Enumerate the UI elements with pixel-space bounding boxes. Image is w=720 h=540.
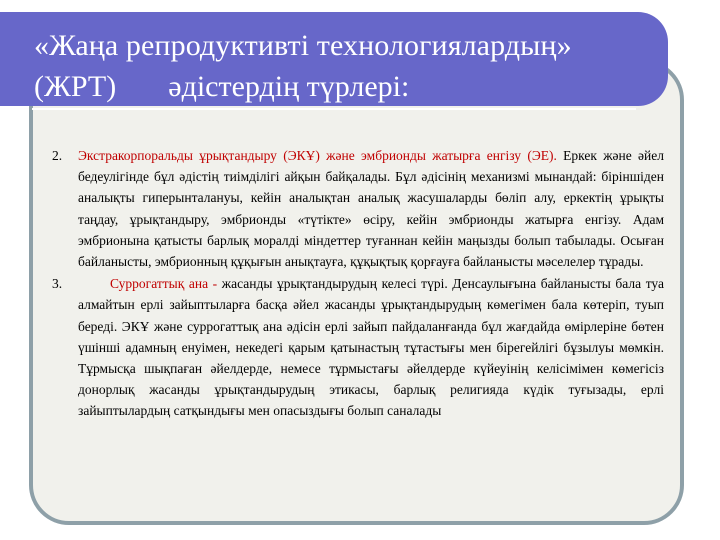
list-item-ivf [52, 145, 664, 272]
slide-title-line1: «Жаңа репродуктивті технологиялардың» [34, 29, 572, 62]
term-surrogacy: Суррогаттық ана - [110, 276, 218, 292]
term-ivf: Экстракорпоральды ұрықтандыру (ЭКҰ) және эмбрионды жатырға енгізу (ЭЕ). [78, 148, 557, 163]
list-item-surrogacy [52, 273, 664, 421]
slide-body [52, 145, 664, 422]
list-item-number: 3. [52, 276, 63, 292]
list-item-text [78, 273, 664, 421]
title-abbreviation: (ЖРТ) [34, 70, 117, 103]
description-ivf: Еркек және әйел бедеулігінде бұл әдістің тиімділігі айқын байқалады. Бұл әдісінің механизмі мынандай: біріншіден аналықты гиперынталануы, кейін аналықтан аналық жасушаларды бөліп алу, еркектің ұрықты таңдау, ұрықтандыру, эмбрионды «түтікте» өсіру, кейін эмбрионды жатырға енгізу. Адам эмбрионына қатысты барлық моралді міндеттер туғаннан кейін маңызды болып табылады. Осыған байланысты, эмбрионның құқығын анықтауға, құқықтық қорғауға байланысты мәселелер тұрады. [78, 148, 664, 270]
list-item-text [78, 145, 664, 272]
list-item-number: 2. [52, 148, 63, 163]
description-surrogacy: жасанды ұрықтандырудың келесі түрі. Денсаулығына байланысты бала туа алмайтын ерлі зайыптыларға басқа әйел жасанды ұрықтандырудың көмегімен бала көтеріп, туып береді. ЭКҰ және суррогаттық ана әдісін ерлі зайып пайдаланғанда бұл жағдайда өмірлеріне бөтен үшінші адамның енуімен, некедегі қарым қатынастың тұтастығы мен бірегейлігі бұзылуы мөмкін. Тұрмысқа шықпаған әйелдерде, немесе тұрмыстағы әйелдерде күйеуінің келісімімен көмегісіз донорлық жасанды ұрықтандырудың этикасы, барлық религияда күдік туғызады, ерлі зайыптылардың сатқындығы мен опасыздығы болып саналады [78, 276, 664, 419]
title-subtitle: әдістердің түрлері: [168, 70, 410, 103]
title-banner [0, 12, 668, 106]
slide-title-line2 [34, 70, 409, 104]
title-underline [32, 108, 636, 110]
